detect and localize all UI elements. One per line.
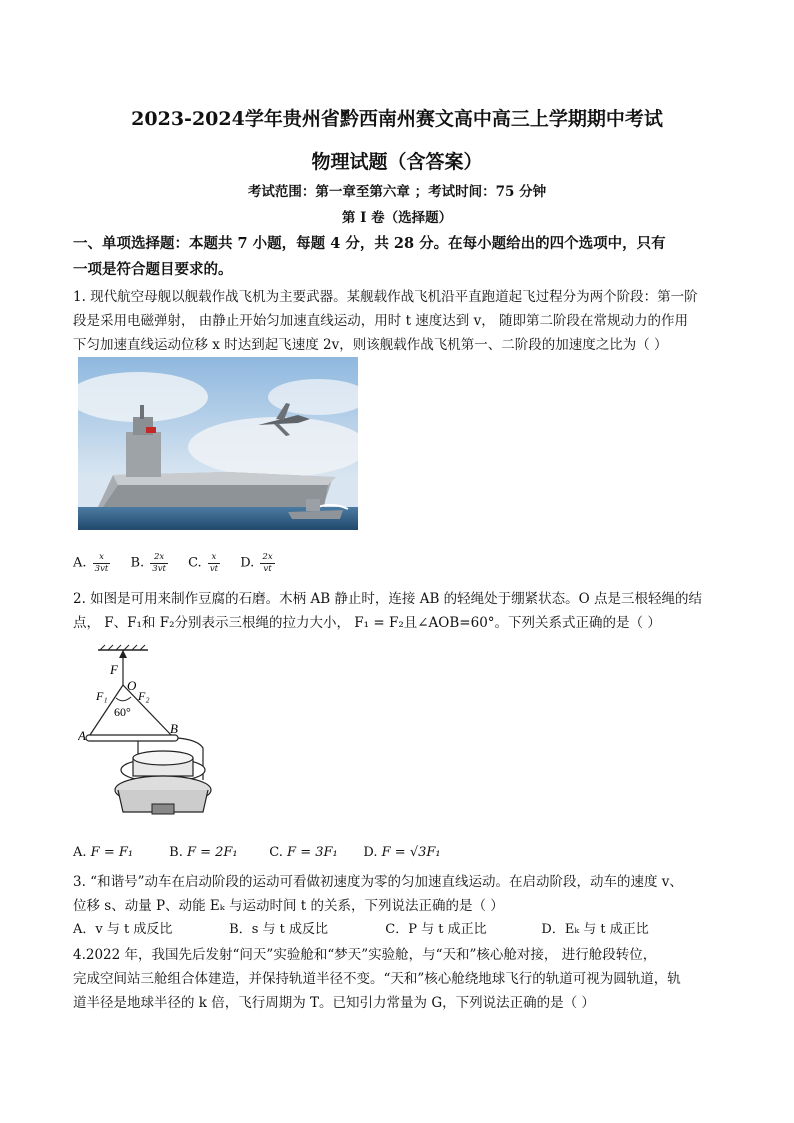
label-angle: 60° (114, 705, 131, 719)
q3-line1: 3. “和谐号”动车在启动阶段的运动可看做初速度为零的匀加速直线运动。在启动阶段，动车的速度 v、 (73, 874, 683, 890)
volume-heading: 第 I 卷（选择题） (341, 210, 453, 226)
q1-option-b[interactable]: B. $\frac{2x}{3vt}$ (130, 552, 166, 574)
section-heading-line2: 一项是符合题目要求的。 (73, 261, 233, 278)
q3-option-c[interactable]: C．P 与 t 成正比 (385, 922, 487, 937)
q3-options (73, 918, 649, 937)
aircraft-carrier-photo (78, 357, 358, 530)
label-B: B (170, 721, 178, 736)
q4-line3: 道半径是地球半径的 k 倍，飞行周期为 T。已知引力常量为 G，下列说法正确的是（ ） (73, 995, 595, 1011)
q2-option-a[interactable]: A. F = F₁ (73, 845, 134, 860)
q3-option-a[interactable]: A．v 与 t 成反比 (73, 922, 173, 937)
q2-option-d[interactable]: D. F = √3F₁ (363, 845, 441, 860)
q4-line2: 完成空间站三舱组合体建造，并保持轨道半径不变。“天和”核心舱绕地球飞行的轨道可视为圆轨道，轨 (73, 971, 681, 987)
label-F: F (110, 662, 118, 677)
q1-line2: 段是采用电磁弹射， 由静止开始匀加速直线运动，用时 t 速度达到 v， 随即第二阶段在常规动力的作用 (73, 313, 689, 329)
exam-title: 2023-2024学年贵州省黔西南州赛文高中高三上学期期中考试 (131, 108, 663, 130)
q2-option-b[interactable]: B. F = 2F₁ (169, 845, 238, 860)
q1-line1: 1. 现代航空母舰以舰载作战飞机为主要武器。某舰载作战飞机沿平直跑道起飞过程分为两个阶段：第一阶 (73, 289, 698, 305)
q3-option-b[interactable]: B．s 与 t 成反比 (229, 922, 328, 937)
q3-option-d[interactable]: D．Eₖ 与 t 成正比 (541, 922, 649, 937)
exam-subtitle: 物理试题（含答案） (311, 151, 483, 173)
q2-option-c[interactable]: C. F = 3F₁ (269, 845, 338, 860)
label-F1: F₁ (96, 689, 108, 703)
q1-option-d[interactable]: D. $\frac{2x}{vt}$ (240, 552, 273, 574)
q1-option-a[interactable]: A. $\frac{x}{3vt}$ (73, 552, 109, 574)
q4-line1: 4.2022 年，我国先后发射“问天”实验舱和“梦天”实验舱，与“天和”核心舱对接， 进行舱段转位， (73, 947, 657, 963)
label-F2: F₂ (138, 689, 150, 703)
q1-option-c[interactable]: C. $\frac{x}{vt}$ (188, 552, 219, 574)
q1-options (73, 552, 291, 574)
stone-mill-diagram (78, 640, 218, 820)
q1-line3: 下匀加速直线运动位移 x 时达到起飞速度 2v，则该舰载作战飞机第一、二阶段的加速度之比为（ ） (73, 337, 668, 353)
q2-line2: 点， F、F₁和 F₂分别表示三根绳的拉力大小， F₁ = F₂且∠AOB=60°。下列关系式正确的是（ ） (73, 615, 661, 631)
section-heading-line1: 一、单项选择题：本题共 7 小题，每题 4 分，共 28 分。在每小题给出的四个选项中，只有 (73, 235, 666, 252)
label-O: O (127, 678, 137, 693)
q2-line1: 2. 如图是可用来制作豆腐的石磨。木柄 AB 静止时，连接 AB 的轻绳处于绷紧状态。O 点是三根轻绳的结 (73, 591, 703, 607)
q2-options (73, 845, 441, 860)
q3-line2: 位移 s、动量 P、动能 Eₖ 与运动时间 t 的关系，下列说法正确的是（ ） (73, 898, 504, 914)
exam-info: 考试范围：第一章至第六章 ；考试时间：75 分钟 (247, 184, 547, 200)
label-A: A (78, 728, 86, 743)
